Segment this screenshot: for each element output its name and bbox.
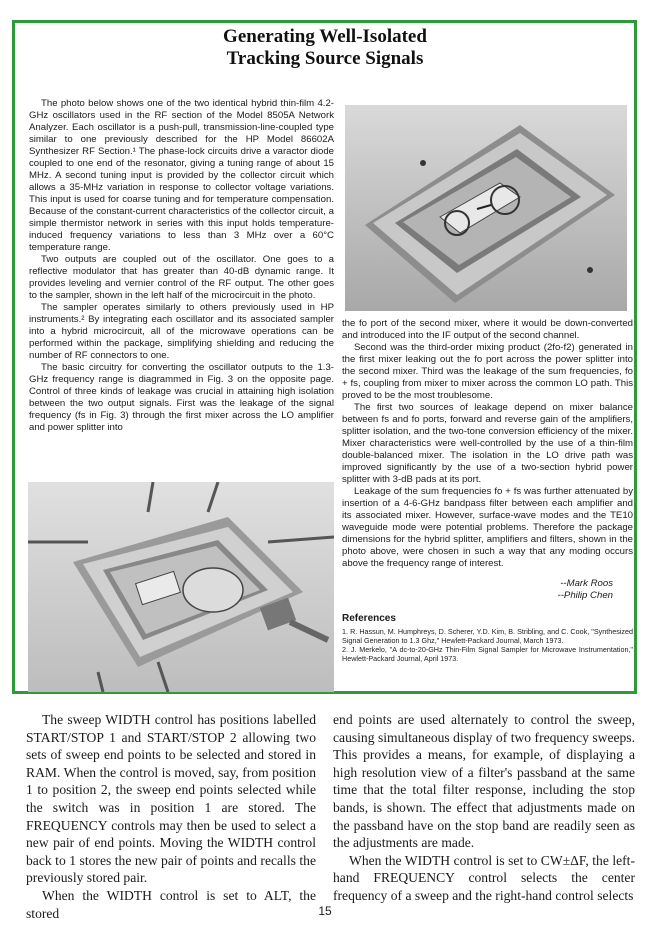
- paragraph: The basic circuitry for converting the oscillator outputs to the 1.3-GHz frequency range is diagrammed in Fig. 3 on the opposite page. Control of three kinds of leakage was crucial in attaining high isolation between the two output signals. First was the leakage of the signal frequency (fs in Fig. 3) through the first mixer across the LO amplifier and power splitter into: [29, 362, 334, 433]
- sidebar-left-column: [29, 98, 334, 434]
- title-line-2: Tracking Source Signals: [226, 48, 424, 69]
- paragraph: When the WIDTH control is set to ALT, the stored: [26, 887, 316, 921]
- paragraph: The first two sources of leakage depend on mixer balance between fs and fo ports, forward and reverse gain of the amplifiers, splitter isolation, and the two-tone conversion efficiency of the mixer. Mixer characteristics were well-controlled by the use of a thin-film double-balanced mixer. The isolation in the LO drive path was improved significantly by the use of a two-section hybrid power splitter with 3-dB pads at its port.: [342, 402, 633, 485]
- hybrid-splitter-photo: [345, 105, 627, 311]
- paragraph: Two outputs are coupled out of the oscillator. One goes to a reflective modulator that has greater than 40-dB dynamic range. It provides leveling and vernier control of the RF output. The other goes to the sampler, shown in the left half of the microcircuit in the photo.: [29, 254, 334, 301]
- microcircuit-package-image: [345, 105, 627, 311]
- paragraph: the fo port of the second mixer, where it would be down-converted and introduced into the IF output of the second channel.: [342, 318, 633, 341]
- page-number: 15: [318, 904, 332, 918]
- reference-item: 2. J. Merkelo, "A dc-to-20-GHz Thin-Film Signal Sampler for Microwave Instrumentation," Hewlett-Packard Journal, April 1973.: [342, 644, 633, 663]
- sidebar-right-column: [342, 318, 633, 663]
- body-right-column: [333, 711, 635, 905]
- paragraph: When the WIDTH control is set to CW±ΔF, the left-hand FREQUENCY control selects the center frequency of a sweep and the right-hand control selects: [333, 852, 635, 903]
- oscillator-sampler-photo: [28, 482, 334, 692]
- paragraph: The sweep WIDTH control has positions labelled START/STOP 1 and START/STOP 2 allowing two sets of sweep end points to be selected and stored in RAM. When the control is moved, say, from position 1 to position 2, the sweep end points selected while the switch was in position 1 are stored. The FREQUENCY controls may then be used to select a new pair of end points. Moving the WIDTH control back to 1 stores the new pair of points and recalls the previously stored pair.: [26, 712, 316, 886]
- author-signature-1: --Mark Roos: [560, 578, 613, 589]
- body-left-column: [26, 711, 316, 922]
- microcircuit-oscillator-image: [28, 482, 334, 692]
- references-heading: References: [342, 612, 396, 624]
- title-line-1: Generating Well-Isolated: [223, 26, 427, 47]
- references-list: [342, 627, 633, 663]
- reference-item: 1. R. Hassun, M. Humphreys, D. Scherer, Y.D. Kim, B. Stribling, and C. Cook, "Synthesized Signal Generation to 1.3 Ghz," Hewlett-Packard Journal, March 1973.: [342, 626, 633, 645]
- paragraph: The sampler operates similarly to others previously used in HP instruments.² By integrating each oscillator and its associated sampler into a hybrid microcircuit, all of the microwave operations can be performed within the package, simplifying shielding and reducing the number of RF connectors to one.: [29, 302, 334, 361]
- paragraph: end points are used alternately to control the sweep, causing simultaneous display of two frequency sweeps. This provides a means, for example, of displaying a high resolution view of a filter's passband at the same time that the total filter response, including the stop bands, is shown. The effect that adjustments made on the passband have on the stop band are readily seen as the adjustments are made.: [333, 712, 635, 851]
- paragraph: The photo below shows one of the two identical hybrid thin-film 4.2-GHz oscillators used in the RF section of the Model 8505A Network Analyzer. Each oscillator is a push-pull, transmission-line-coupled type similar to one previously described for the HP Model 86602A Synthesizer RF Section.¹ The phase-lock circuits drive a varactor diode coupled to one end of the resonator, giving a tuning range of about 15 MHz. A second tuning input is provided by the collector circuit which allows a 35-MHz variation in response to collector voltage variations. This input is used for coarse tuning and for temperature compensation. Because of the constant-current characteristics of the collector circuit, a simple thermistor network in series with this input holds temperature-induced frequency variations to less than 3 MHz over a 60°C temperature range.: [29, 98, 334, 253]
- paragraph: Leakage of the sum frequencies fo + fs was further attenuated by insertion of a 4-6-GHz bandpass filter between each amplifier and its associated mixer. However, surface-wave modes and the TE10 waveguide mode were potential problems. Therefore the package dimensions for the hybrid splitter, amplifiers and filters, shown in the photo above, were chosen in such a way that any moding occurs above the frequency range of interest.: [342, 486, 633, 569]
- paragraph: Second was the third-order mixing product (2fo-f2) generated in the first mixer leaking out the fo port across the power splitter into the second mixer. Third was the leakage of the sum frequencies, fo + fs, coupling from mixer to mixer across the common LO path. This proved to be the most troublesome.: [342, 342, 633, 401]
- sidebar-title: [0, 26, 650, 70]
- author-signature-2: --Philip Chen: [557, 590, 613, 602]
